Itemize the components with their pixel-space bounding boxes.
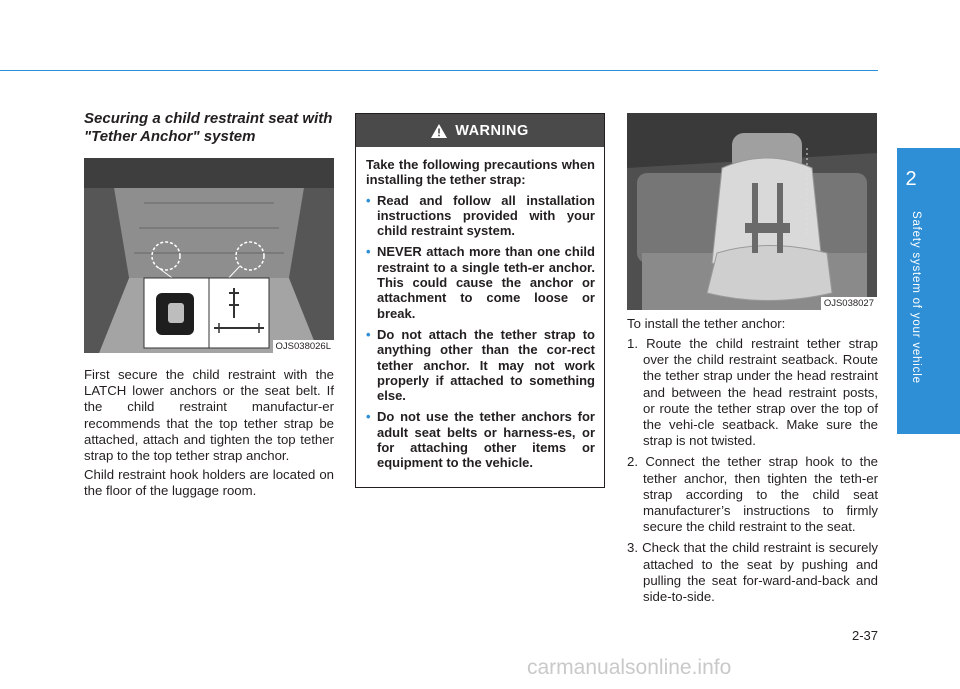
header-rule (0, 70, 878, 71)
chapter-tab (897, 148, 960, 434)
warning-box (355, 113, 605, 488)
warning-item (366, 193, 595, 239)
bullet-icon: • (366, 326, 371, 342)
figure-code: OJS038026L (273, 340, 334, 353)
step-item: 2. Connect the tether strap hook to the tether anchor, then tighten the teth-er strap according to the child seat manufacturer’s instructions to firmly secure the child restraint to the seat. (627, 454, 878, 535)
warning-item-text: Do not use the tether anchors for adult seat belts or harness-es, or for attaching other items or equipment to the vehicle. (377, 409, 595, 471)
warning-item (366, 327, 595, 403)
warning-item-text: Do not attach the tether strap to anything other than the cor-rect tether anchor. It may not work properly if attached to something else. (377, 326, 595, 404)
steps-list (627, 336, 878, 610)
section-title: Securing a child restraint seat with "Tether Anchor" system (84, 110, 333, 145)
bullet-icon: • (366, 409, 371, 425)
luggage-room-illustration (84, 158, 334, 353)
step-item: 1. Route the child restraint tether strap over the child restraint seatback. Route the tether strap under the head restraint and between the head restraint posts, or route the tether strap over the top of the vehi-cle seatback. Make sure the strap is not twisted. (627, 336, 878, 449)
warning-title: WARNING (455, 122, 529, 139)
warning-header (356, 114, 604, 147)
warning-item-text: Read and follow all installation instructions provided with your child restraint system. (377, 192, 595, 239)
child-seat-illustration (627, 113, 877, 310)
bullet-icon: • (366, 244, 371, 260)
page-number: 2-37 (851, 628, 878, 643)
figure-code: OJS038027 (821, 297, 877, 310)
warning-intro: Take the following precautions when installing the tether strap: (366, 157, 595, 188)
child-seat-photo (627, 113, 877, 310)
warning-item (366, 409, 595, 470)
warning-item-text: NEVER attach more than one child restraint to a single teth-er anchor. This could cause the anchor or attachment to come loose or break. (377, 244, 595, 321)
watermark: carmanualsonline.info (527, 656, 732, 679)
warning-item (366, 244, 595, 320)
chapter-title: Safety system of your vehicle (910, 211, 922, 384)
paragraph: First secure the child restraint with the LATCH lower anchors or the seat belt. If the child restraint manufactur-er recommends that the top tether strap be attached, attach and tighten the top tether strap to the top tether strap anchor. (84, 367, 334, 464)
warning-list (366, 193, 595, 471)
chapter-number: 2 (905, 168, 917, 190)
luggage-room-photo (84, 158, 334, 353)
bullet-icon: • (366, 192, 371, 208)
warning-triangle-icon (431, 124, 447, 138)
paragraph: To install the tether anchor: (627, 316, 786, 331)
paragraph: Child restraint hook holders are located on the floor of the luggage room. (84, 467, 334, 499)
step-item: 3. Check that the child restraint is securely attached to the seat by pushing and pulling the seat for-ward-and-back and side-to-side. (627, 540, 878, 605)
